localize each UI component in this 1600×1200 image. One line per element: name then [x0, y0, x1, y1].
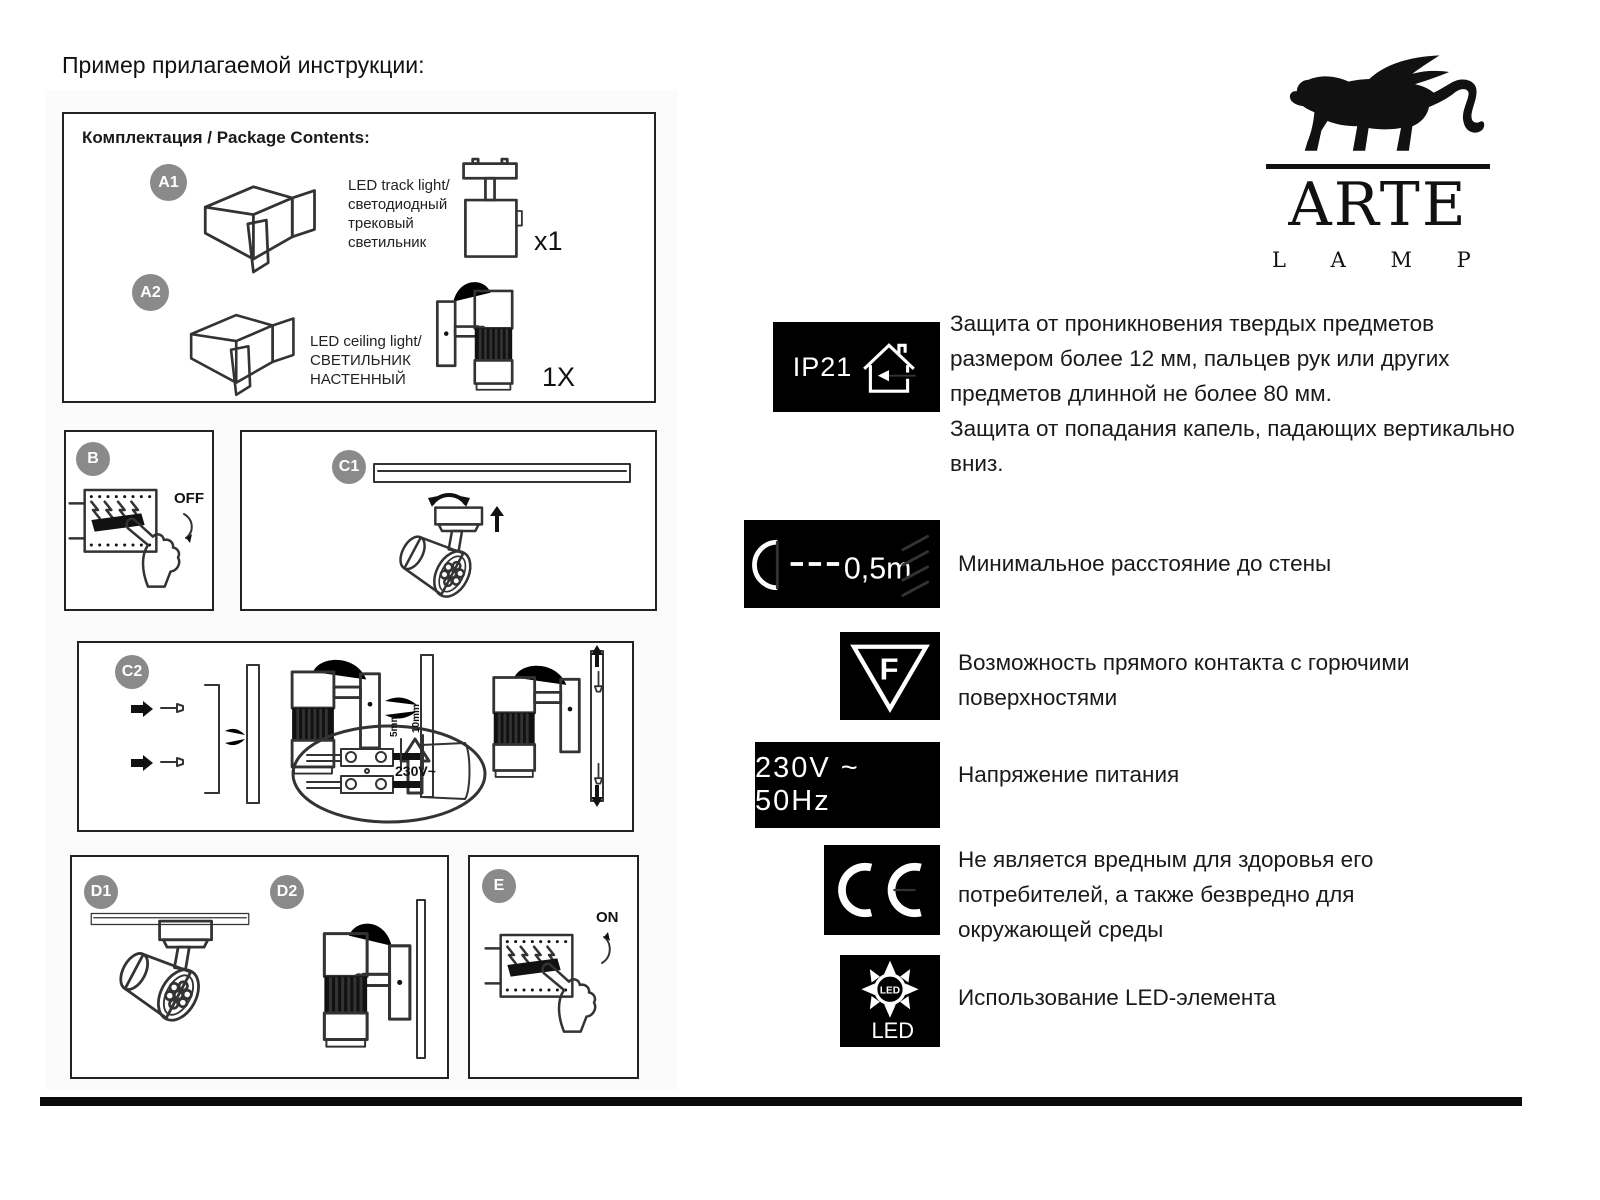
wall-light-icon [304, 915, 416, 1053]
led-sunburst-icon [848, 959, 932, 1043]
badge-d2: D2 [270, 875, 304, 909]
badge-d1: D1 [84, 875, 118, 909]
badge-a2: A2 [132, 274, 169, 311]
badge-a1: A1 [150, 164, 187, 201]
step-c2-panel [77, 641, 634, 832]
step-b-panel [64, 430, 214, 611]
spotlight-icon [382, 506, 502, 606]
ip21-symbol [773, 322, 940, 412]
breaker-off-icon [68, 470, 193, 590]
track-rail-icon [372, 462, 632, 484]
page-title: Пример прилагаемой инструкции: [62, 52, 425, 78]
wall-mounting-diagram [79, 643, 628, 826]
qty-a1: x1 [534, 226, 563, 256]
voltage-label: 230V~ [395, 763, 436, 779]
led-caption: LED [871, 1017, 914, 1043]
step-d-panel [70, 855, 449, 1079]
track-light-icon [449, 156, 531, 266]
package-contents-panel [62, 112, 656, 403]
package-heading-en: / Package Contents: [202, 128, 370, 147]
badge-b: B [76, 442, 110, 476]
ce-description: Не является вредным для здоровья его потребителей, а также безвредно для окружающей среды [958, 847, 1374, 942]
badge-e: E [482, 869, 516, 903]
logo-sub-brand: L A M P [1272, 248, 1490, 272]
f-letter: F [879, 651, 899, 687]
package-heading-ru: Комплектация [82, 128, 203, 147]
step-c1-panel [240, 430, 657, 611]
up-arrow-icon [490, 506, 504, 532]
step-e-panel [468, 855, 639, 1079]
voltage-symbol [755, 742, 940, 828]
voltage-description: Напряжение питания [958, 762, 1180, 787]
led-description: Использование LED-элемента [958, 985, 1276, 1010]
badge-c1: C1 [332, 450, 366, 484]
min-distance-value: 0,5m [843, 551, 912, 586]
led-center-label: LED [879, 985, 901, 997]
f-triangle-icon [847, 638, 933, 714]
f-description: Возможность прямого контакта с горючими поверхностями [958, 650, 1410, 710]
logo-brand: ARTE [1288, 170, 1468, 240]
ip21-label: IP21 [792, 351, 853, 382]
wire-long-label: 10mm [411, 704, 422, 733]
spotlight-icon [102, 919, 232, 1031]
ce-symbol [824, 845, 940, 935]
on-label: ON [596, 909, 619, 926]
curve-arrow-down-icon [180, 512, 198, 546]
lamp-wall-distance-icon [748, 525, 936, 603]
package-heading [82, 128, 370, 148]
min-distance-description: Минимальное расстояние до стены [958, 551, 1332, 576]
wall-light-icon [432, 274, 530, 396]
off-label: OFF [174, 490, 204, 507]
carton-box-icon [182, 296, 300, 400]
carton-box-icon [196, 166, 321, 278]
item-a1-name: LED track light/ светодиодный трековый светильник [348, 177, 450, 251]
winged-lion-icon [1282, 50, 1492, 164]
ip21-description: Защита от проникновения твердых предметов размером более 12 мм, пальцев рук или других предметов длинной не более 80 мм. Защита от попадания капель, падающих вертикально вниз. [950, 311, 1515, 476]
bottom-rule [40, 1097, 1522, 1106]
led-symbol [840, 955, 940, 1047]
house-arrow-icon [858, 337, 920, 397]
wire-short-label: 5mm [389, 713, 400, 737]
badge-c2: C2 [115, 655, 149, 689]
f-symbol [840, 632, 940, 720]
wall-line-icon [416, 899, 426, 1059]
curve-arrow-up-icon [598, 931, 616, 965]
min-distance-symbol [744, 520, 940, 608]
ce-mark-icon [834, 857, 930, 923]
voltage-value: 230V ~ 50Hz [755, 752, 860, 817]
breaker-on-icon [484, 915, 609, 1035]
logo-rule [1266, 164, 1490, 169]
item-a2-name: LED ceiling light/ СВЕТИЛЬНИК НАСТЕННЫЙ [310, 333, 422, 388]
qty-a2: 1X [542, 362, 576, 392]
